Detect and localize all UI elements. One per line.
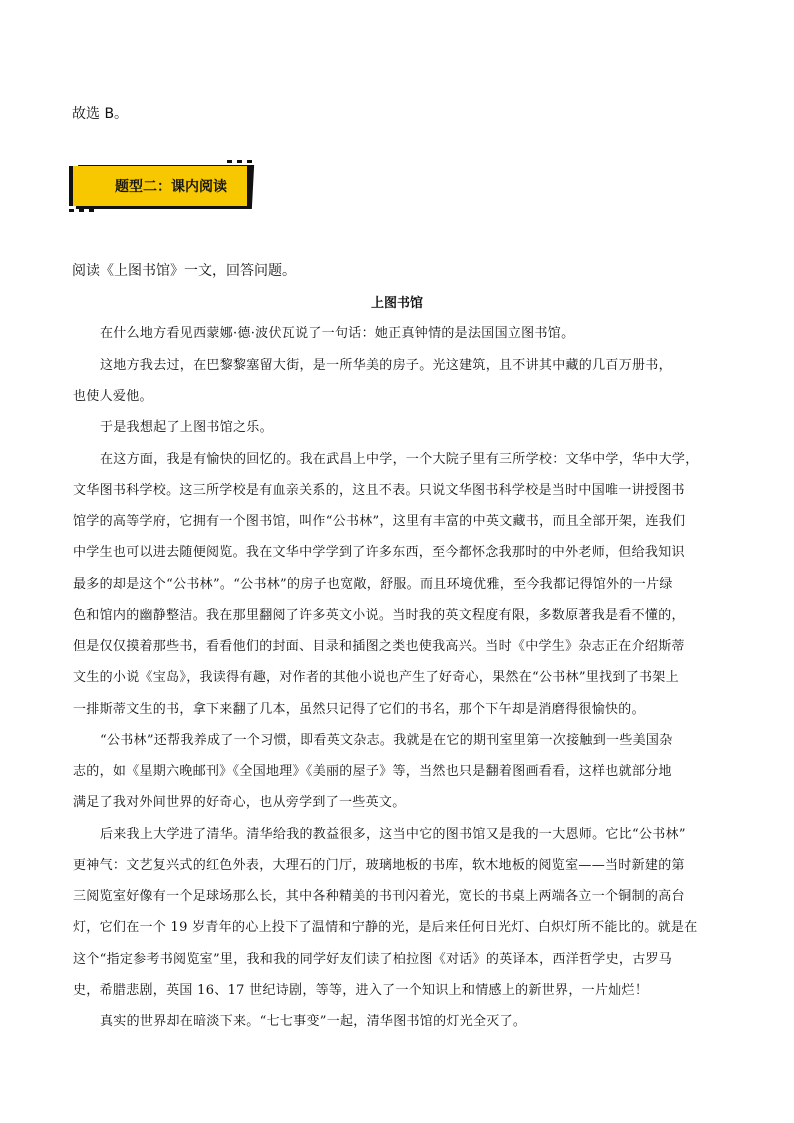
banner-dash — [227, 160, 232, 163]
article-line: 色和馆内的幽静整洁。我在那里翻阅了许多英文小说。当时我的英文程度有限，多数原著我是看不懂的， — [73, 608, 685, 623]
reading-instruction: 阅读《上图书馆》一文，回答问题。 — [72, 263, 296, 279]
article-line: 最多的却是这个“公书林”。“公书林”的房子也宽敞，舒服。而且环境优雅，至今我都记得馆外的一片绿 — [73, 577, 673, 592]
banner-dash — [69, 209, 74, 212]
article-line: 中学生也可以进去随便阅览。我在文华中学学到了许多东西，至今都怀念我那时的中外老师，但给我知识 — [73, 545, 685, 560]
section-title: 题型二：课内阅读 — [115, 179, 227, 195]
article-line: 这个“指定参考书阅览室”里，我和我的同学好友们读了柏拉图《对话》的英译本，西洋哲学史，古罗马 — [73, 952, 673, 967]
banner-dash — [89, 209, 94, 212]
article-line: 三阅览室好像有一个足球场那么长，其中各种精美的书刊闪着光，宽长的书桌上两端各立一个铜制的高台 — [73, 889, 685, 904]
banner-dash — [79, 209, 84, 212]
article-line: 更神气：文艺复兴式的红色外表，大理石的门厅，玻璃地板的书库，软木地板的阅览室——当时新建的第 — [73, 858, 685, 873]
article-line: 在这方面，我是有愉快的回忆的。我在武昌上中学，一个大院子里有三所学校：文华中学，华中大学， — [100, 452, 699, 467]
article-line: 于是我想起了上图书馆之乐。 — [100, 420, 273, 435]
article-line: 史，希腊悲剧，英国 16、17 世纪诗剧，等等，进入了一个知识上和情感上的新世界，一片灿烂！ — [73, 983, 649, 998]
section-banner — [69, 160, 255, 212]
article-line: “公书林”还帮我养成了一个习惯，即看英文杂志。我就是在它的期刊室里第一次接触到一些美国杂 — [100, 733, 673, 748]
article-line: 志的，如《星期六晚邮刊》《全国地理》《美丽的屋子》等，当然也只是翻着图画看看，这样也就部分地 — [73, 764, 672, 779]
banner-dash — [237, 160, 242, 163]
article-line: 灯，它们在一个 19 岁青年的心上投下了温情和宁静的光，是后来任何日光灯、白炽灯所不能比的。就是在 — [73, 920, 698, 935]
article-line: 馆学的高等学府，它拥有一个图书馆，叫作“公书林”，这里有丰富的中英文藏书，而且全部开架，连我们 — [73, 514, 686, 529]
article-line: 但是仅仅摸着那些书，看看他们的封面、目录和插图之类也使我高兴。当时《中学生》杂志正在介绍斯蒂 — [73, 639, 685, 654]
article-line: 在什么地方看见西蒙娜·德·波伏瓦说了一句话：她正真钟情的是法国国立图书馆。 — [100, 326, 575, 341]
article-line: 真实的世界却在暗淡下来。“七七事变”一起，清华图书馆的灯光全灭了。 — [100, 1014, 527, 1029]
article-line: 一排斯蒂文生的书，拿下来翻了几本，虽然只记得了它们的书名，那个下午却是消磨得很愉快的。 — [73, 702, 645, 717]
article-line: 文生的小说《宝岛》，我读得有趣，对作者的其他小说也产生了好奇心，果然在“公书林”里找到了书架上 — [73, 670, 679, 685]
article-line: 这地方我去过，在巴黎黎塞留大街，是一所华美的房子。光这建筑，且不讲其中藏的几百万册书， — [100, 358, 672, 373]
article-line: 后来我上大学进了清华。清华给我的教益很多，这当中它的图书馆又是我的一大恩师。它比“公书林” — [100, 827, 686, 842]
article-line: 满足了我对外间世界的好奇心，也从旁学到了一些英文。 — [73, 795, 406, 810]
banner-dash — [247, 160, 252, 163]
article-title: 上图书馆 — [370, 296, 423, 311]
article-line: 也使人爱他。 — [73, 389, 153, 404]
article-line: 文华图书科学校。这三所学校是有血亲关系的，这且不表。只说文华图书科学校是当时中国唯一讲授图书 — [73, 483, 685, 498]
answer-line: 故选 B。 — [72, 106, 129, 122]
